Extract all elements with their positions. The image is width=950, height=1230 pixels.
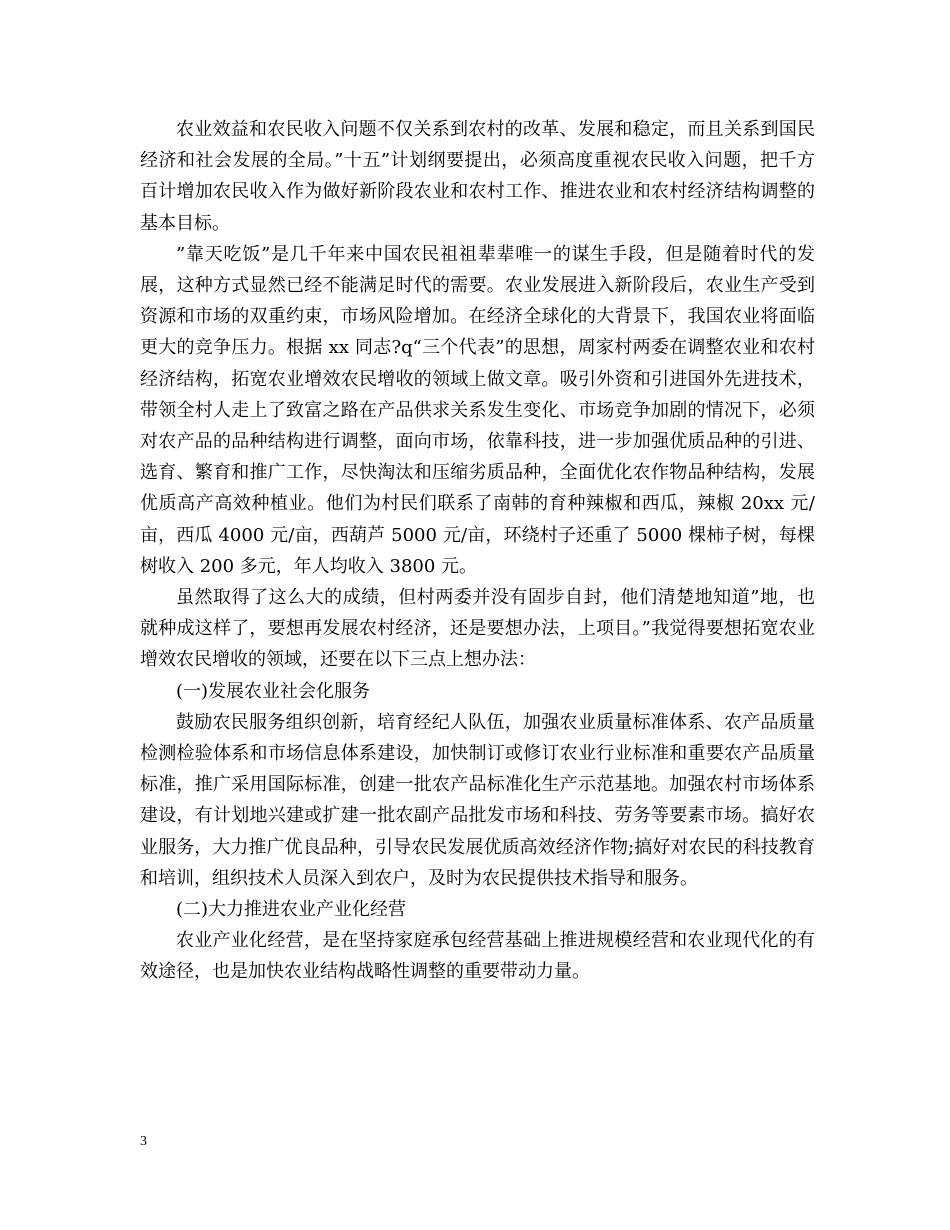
paragraph-zhoujia-village-restructuring: ”靠天吃饭”是几千年来中国农民祖祖辈辈唯一的谋生手段，但是随着时代的发展，这种方式显然已经不能满足时代的需要。农业发展进入新阶段后，农业生产受到资源和市场的双重约束，市场风险增加。在经济全球化的大背景下，我国农业将面临更大的竞争压力。根据 xx 同志?q“三个代表”的思想，周家村两委在调整农业和农村经济结构，拓宽农业增效农民增收的领域上做文章。吸引外资和引进国外先进技术，带领全村人走上了致富之路在产品供求关系发生变化、市场竞争加剧的情况下，必须对农产品的品种结构进行调整，面向市场，依靠科技，进一步加强优质品种的引进、选育、繁育和推广工作，尽快淘汰和压缩劣质品种，全面优化农作物品种结构，发展优质高产高效种植业。他们为村民们联系了南韩的育种辣椒和西瓜，辣椒 20xx 元/亩，西瓜 4000 元/亩，西葫芦 5000 元/亩，环绕村子还重了 5000 棵柿子树，每棵树收入 200 多元，年人均收入 3800 元。	[140, 243, 815, 577]
section-heading-socialized-services: (一)发展农业社会化服务	[176, 680, 371, 702]
paragraph-farmer-income-importance: 农业效益和农民收入问题不仅关系到农村的改革、发展和稳定，而且关系到国民经济和社会发展的全局。”十五”计划纲要提出，必须高度重视农民收入问题，把千方百计增加农民收入作为做好新阶段农业和农村工作、推进农业和农村经济结构调整的基本目标。	[140, 119, 815, 234]
paragraph-socialized-services: 鼓励农民服务组织创新，培育经纪人队伍，加强农业质量标准体系、农产品质量检测检验体系和市场信息体系建设，加快制订或修订农业行业标准和重要农产品质量标准，推广采用国际标准，创建一批农产品标准化生产示范基地。加强农村市场体系建设，有计划地兴建或扩建一批农副产品批发市场和科技、劳务等要素市场。搞好农业服务，大力推广优良品种，引导农民发展优质高效经济作物;搞好对农民的科技教育和培训，组织技术人员深入到农户，及时为农民提供技术指导和服务。	[140, 711, 815, 889]
document-body	[140, 114, 815, 988]
paragraph-industrialized-operation: 农业产业化经营，是在坚持家庭承包经营基础上推进规模经营和农业现代化的有效途径，也是加快农业结构战略性调整的重要带动力量。	[140, 930, 815, 983]
section-heading-industrialized-operation: (二)大力推进农业产业化经营	[176, 899, 407, 921]
paragraph-three-measures-intro: 虽然取得了这么大的成绩，但村两委并没有固步自封，他们清楚地知道”地，也就种成这样了，要想再发展农村经济，还是要想办法，上项目。”我觉得要想拓宽农业增效农民增收的领域，还要在以下三点上想办法：	[140, 587, 815, 671]
page-number: 3	[140, 1134, 147, 1149]
